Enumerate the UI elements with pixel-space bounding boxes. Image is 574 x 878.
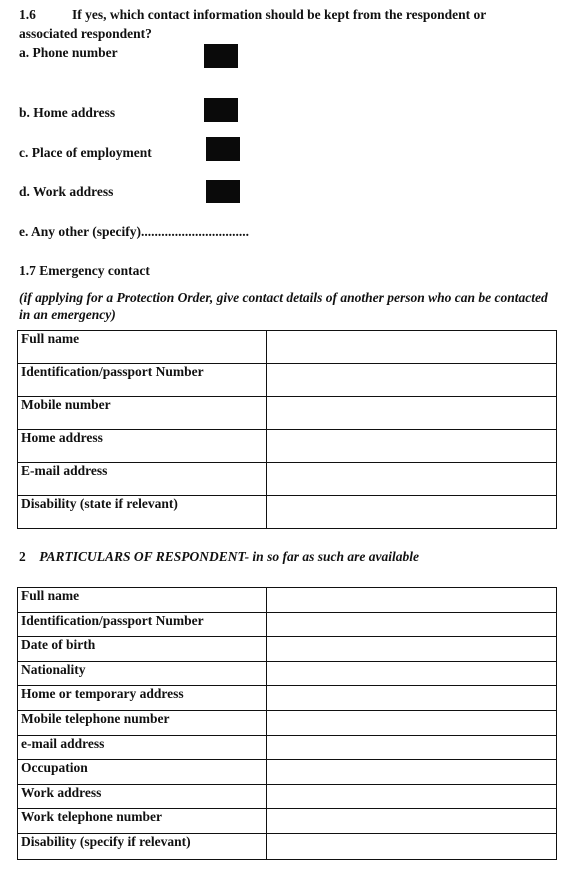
- field-label: Full name: [18, 588, 267, 613]
- section-2-subtitle: - in so far as such are available: [244, 549, 419, 564]
- emergency-contact-table: [17, 330, 557, 529]
- redaction-box-home-address: [204, 98, 238, 122]
- table-row: [18, 588, 557, 613]
- question-text-line1: If yes, which contact information should be kept from the respondent or: [72, 7, 487, 22]
- field-value-cell[interactable]: [267, 364, 557, 397]
- section-1-7-title: 1.7 Emergency contact: [19, 263, 150, 278]
- redaction-box-employment: [206, 137, 240, 161]
- field-value-cell[interactable]: [267, 612, 557, 637]
- field-label: Mobile telephone number: [18, 710, 267, 735]
- field-value-cell[interactable]: [267, 735, 557, 760]
- table-row: [18, 710, 557, 735]
- table-row: [18, 760, 557, 785]
- field-label: Full name: [18, 331, 267, 364]
- section-1-7-note: (if applying for a Protection Order, give contact details of another person who can be contacted in an emergency): [19, 290, 548, 322]
- field-value-cell[interactable]: [267, 760, 557, 785]
- table-row: [18, 331, 557, 364]
- field-label: Home address: [18, 430, 267, 463]
- option-place-of-employment-label: c. Place of employment: [19, 145, 152, 160]
- field-label: Identification/passport Number: [18, 612, 267, 637]
- field-value-cell[interactable]: [267, 463, 557, 496]
- field-label: Nationality: [18, 661, 267, 686]
- field-value-cell[interactable]: [267, 588, 557, 613]
- section-2-title: PARTICULARS OF RESPONDENT: [39, 549, 245, 564]
- field-value-cell[interactable]: [267, 833, 557, 859]
- field-value-cell[interactable]: [267, 784, 557, 809]
- field-label: Work address: [18, 784, 267, 809]
- option-any-other-label: e. Any other (specify)................................: [19, 224, 249, 239]
- field-value-cell[interactable]: [267, 331, 557, 364]
- table-row: [18, 686, 557, 711]
- field-value-cell[interactable]: [267, 397, 557, 430]
- field-label: Mobile number: [18, 397, 267, 430]
- field-value-cell[interactable]: [267, 496, 557, 529]
- field-label: Date of birth: [18, 637, 267, 662]
- section-2-number: 2: [19, 549, 26, 564]
- respondent-particulars-table: [17, 587, 557, 860]
- option-phone-number-label: a. Phone number: [19, 45, 118, 60]
- redaction-box-work-address: [206, 180, 240, 203]
- field-label: e-mail address: [18, 735, 267, 760]
- option-home-address-label: b. Home address: [19, 105, 116, 120]
- question-number-1-6: 1.6: [19, 7, 36, 22]
- option-work-address-label: d. Work address: [19, 184, 114, 199]
- table-row: [18, 661, 557, 686]
- redaction-box-phone: [204, 44, 238, 68]
- field-label: Disability (specify if relevant): [18, 833, 267, 859]
- table-row: [18, 430, 557, 463]
- field-label: Identification/passport Number: [18, 364, 267, 397]
- field-label: E-mail address: [18, 463, 267, 496]
- field-value-cell[interactable]: [267, 637, 557, 662]
- table-row: [18, 784, 557, 809]
- table-row: [18, 612, 557, 637]
- field-label: Disability (state if relevant): [18, 496, 267, 529]
- field-value-cell[interactable]: [267, 710, 557, 735]
- table-row: [18, 364, 557, 397]
- field-value-cell[interactable]: [267, 661, 557, 686]
- table-row: [18, 637, 557, 662]
- field-value-cell[interactable]: [267, 686, 557, 711]
- table-row: [18, 463, 557, 496]
- table-row: [18, 735, 557, 760]
- field-label: Work telephone number: [18, 809, 267, 834]
- table-row: [18, 496, 557, 529]
- table-row: [18, 833, 557, 859]
- table-row: [18, 397, 557, 430]
- field-label: Home or temporary address: [18, 686, 267, 711]
- question-text-line2: associated respondent?: [19, 26, 152, 41]
- field-label: Occupation: [18, 760, 267, 785]
- section-2-heading: [19, 549, 419, 565]
- table-row: [18, 809, 557, 834]
- field-value-cell[interactable]: [267, 430, 557, 463]
- field-value-cell[interactable]: [267, 809, 557, 834]
